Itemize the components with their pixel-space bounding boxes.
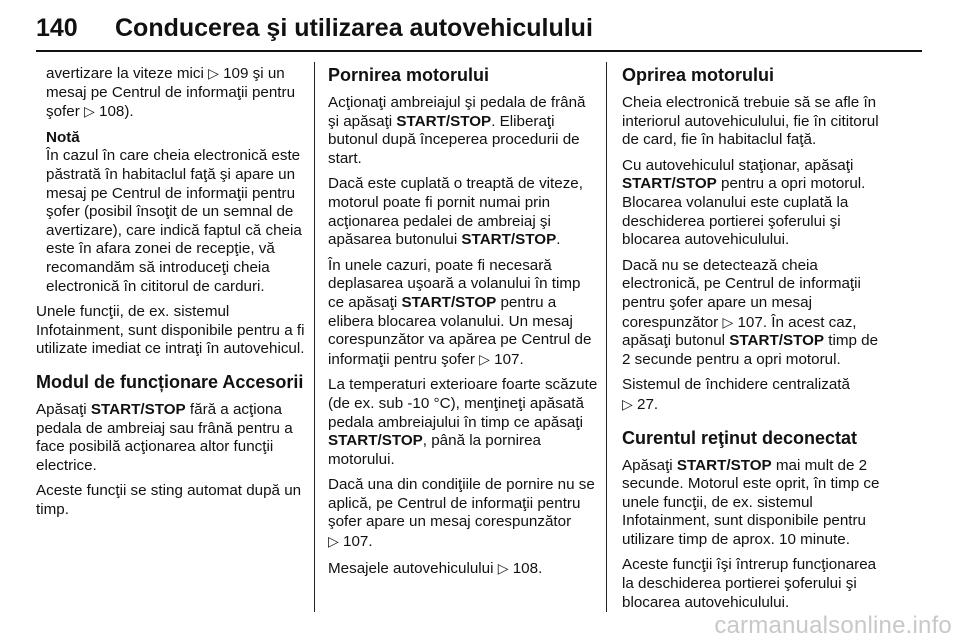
page-reference-link[interactable]: 107 <box>343 533 369 551</box>
page-number: 140 <box>36 14 78 42</box>
note-text: În cazul în care cheia electronică este păstrată în habitaclul faţă şi apare un mesaj pe Centrul de informaţii pentru şofer (posibil însoţit de un semnal de avertizare), care indică faptul că cheia este în afara zonei de recepţie, vă recomandăm să introduceţi cheia electronică în cititorul de carduri. <box>46 147 302 295</box>
paragraph: Cu autovehiculul staţionar, apăsaţi START/STOP pentru a opri motorul. Blocarea volanului este cuplată la deschiderea portierei şoferului şi blocarea autovehiculului. <box>622 156 866 249</box>
paragraph: Aceste funcţii îşi întrerup funcţionarea la deschiderea portierei şoferului şi blocarea autovehiculului. <box>622 556 877 611</box>
page-header <box>0 0 960 56</box>
section-heading-pornirea: Pornirea motorului <box>328 65 490 85</box>
paragraph: Mesajele autovehiculului ▷ 108. <box>328 559 543 577</box>
paragraph: Unele funcţii, de ex. sistemul Infotainment, sunt disponibile pentru a fi utilizate imediat ce intraţi în autovehicul. <box>36 303 305 358</box>
section-heading-accesorii: Modul de funcționare Accesorii <box>36 371 304 392</box>
page-reference-link[interactable]: 107 <box>494 350 520 368</box>
paragraph: La temperaturi exterioare foarte scăzute (de ex. sub -10 °C), menţineţi apăsată pedala ambreiajului în timp ce apăsaţi START/STOP, până la pornirea motorului. <box>328 376 598 468</box>
paragraph: Dacă una din condiţiile de pornire nu se aplică, pe Centrul de informaţii pentru şofer apare un mesaj corespunzător ▷ 107. <box>328 476 595 551</box>
page-reference-link[interactable]: 109 <box>223 65 249 82</box>
paragraph-continuation: avertizare la viteze mici ▷ 109 şi un mesaj pe Centrul de informaţii pentru şofer ▷ 108). <box>46 65 296 121</box>
column-3 <box>622 64 888 619</box>
watermark: carmanualsonline.info <box>714 612 952 639</box>
triangle-right-icon: ▷ <box>479 350 490 367</box>
page-title: Conducerea şi utilizarea autovehiculului <box>115 14 593 42</box>
paragraph: Cheia electronică trebuie să se afle în interiorul autovehiculului, fie în cititorul de card, fie în habitaclul faţă. <box>622 94 879 149</box>
section-heading-curentul: Curentul reţinut deconectat <box>622 427 858 448</box>
page-reference-link[interactable]: 107 <box>737 313 763 331</box>
triangle-right-icon: ▷ <box>208 65 219 81</box>
triangle-right-icon: ▷ <box>328 533 339 550</box>
triangle-right-icon: ▷ <box>497 559 509 576</box>
triangle-right-icon: ▷ <box>622 395 633 412</box>
column-divider-2 <box>606 62 607 612</box>
header-divider <box>36 50 922 52</box>
section-heading-oprirea: Oprirea motorului <box>622 65 775 85</box>
triangle-right-icon: ▷ <box>83 103 95 120</box>
paragraph: Apăsaţi START/STOP fără a acţiona pedala de ambreiaj sau frână pentru a face posibilă acţionarea altor funcţii electrice. <box>36 400 293 474</box>
paragraph: În unele cazuri, poate fi necesară deplasarea uşoară a volanului în timp ce apăsaţi START/STOP pentru a elibera blocarea volanului. Un mesaj corespunzător va apărea pe Centrul de informaţii pentru şofer ▷ 107. <box>328 256 592 368</box>
column-2 <box>328 64 600 585</box>
page-reference-link[interactable]: 27 <box>637 395 654 413</box>
column-divider-1 <box>314 62 315 612</box>
paragraph: Dacă nu se detectează cheia electronică, pe Centrul de informaţii pentru şofer apare un mesaj corespunzător ▷ 107. În acest caz, apăsaţi butonul START/STOP timp de 2 secunde pentru a opri motorul. <box>622 256 879 368</box>
triangle-right-icon: ▷ <box>722 313 734 330</box>
note-box <box>36 129 308 296</box>
paragraph: Sistemul de închidere centralizată ▷ 27. <box>622 376 850 413</box>
paragraph: Dacă este cuplată o treaptă de viteze, motorul poate fi pornit numai prin acţionarea pedalei de ambreiaj şi apăsarea butonului START/STOP. <box>328 175 583 249</box>
paragraph: Aceste funcţii se sting automat după un timp. <box>36 482 302 518</box>
page-reference-link[interactable]: 108 <box>99 103 125 121</box>
page-reference-link[interactable]: 108 <box>512 559 539 577</box>
column-1 <box>36 64 308 526</box>
paragraph: Apăsaţi START/STOP mai mult de 2 secunde. Motorul este oprit, în timp ce unele funcţii, de ex. sistemul Infotainment, sunt disponibile pentru utilizare timp de aprox. 10 minute. <box>622 456 880 548</box>
paragraph: Acţionaţi ambreiajul şi pedala de frână şi apăsaţi START/STOP. Eliberaţi butonul după începerea procedurii de start. <box>328 94 586 167</box>
note-title: Notă <box>46 128 80 146</box>
